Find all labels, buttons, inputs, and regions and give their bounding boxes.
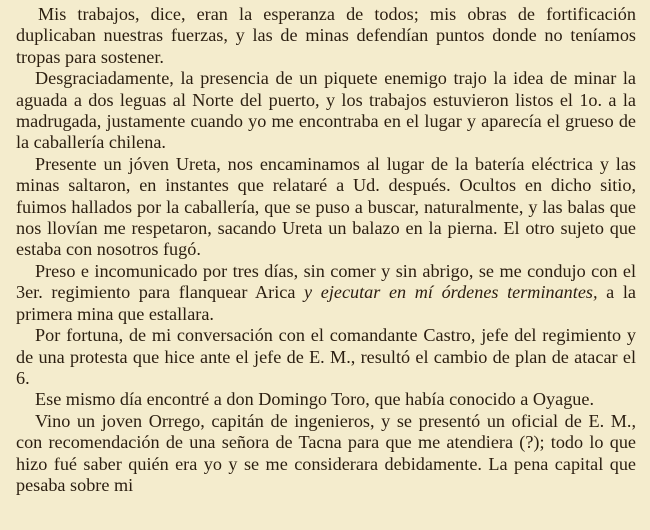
paragraph-7: Vino un joven Orrego, capitán de ingenieros, y se presentó un oficial de E. M., con recomendación de una señora de Tacna para que me atendiera (?); todo lo que hizo fué saber quién era yo y se me considerara debidamente. La pena capital que pesaba sobre mi xyxy=(16,410,636,495)
paragraph-5: Por fortuna, de mi conversación con el comandante Castro, jefe del regimiento y de una protesta que hice ante el jefe de E. M., resultó el cambio de plan de atacar el 6. xyxy=(16,325,636,388)
document-text xyxy=(16,4,636,496)
paragraph-1: Mis trabajos, dice, eran la esperanza de todos; mis obras de fortificación duplicaban nuestras fuerzas, y las de minas defendían puntos donde no teníamos tropas para sostener. xyxy=(16,4,636,67)
paragraph-4-start: Preso e incomunicado por tres días, sin comer y sin abrigo, se me condujo con el 3er. regimiento para flanquear Arica xyxy=(16,260,636,303)
paragraph-4-end: a la primera mina que estallara. xyxy=(16,282,636,324)
paragraph-4-italic: y ejecutar en mí órdenes terminantes, xyxy=(304,282,598,303)
paragraph-4 xyxy=(16,261,636,325)
paragraph-6: Ese mismo día encontré a don Domingo Toro, que había conocido a Oyague. xyxy=(35,389,595,410)
paragraph-2: Desgraciadamente, la presencia de un piquete enemigo trajo la idea de minar la aguada a dos leguas al Norte del puerto, y los trabajos estuvieron listos el 1o. a la madrugada, justamente cuando yo me encontraba en el lugar y aparecía el grueso de la caballería chilena. xyxy=(16,68,636,153)
paragraph-3: Presente un jóven Ureta, nos encaminamos al lugar de la batería eléctrica y las minas saltaron, en instantes que relataré a Ud. después. Ocultos en dicho sitio, fuimos hallados por la caballería, que se puso a buscar, naturalmente, y las balas que nos llovían me respetaron, sacando Ureta un balazo en la pierna. El otro sujeto que estaba con nosotros fugó. xyxy=(16,153,636,260)
